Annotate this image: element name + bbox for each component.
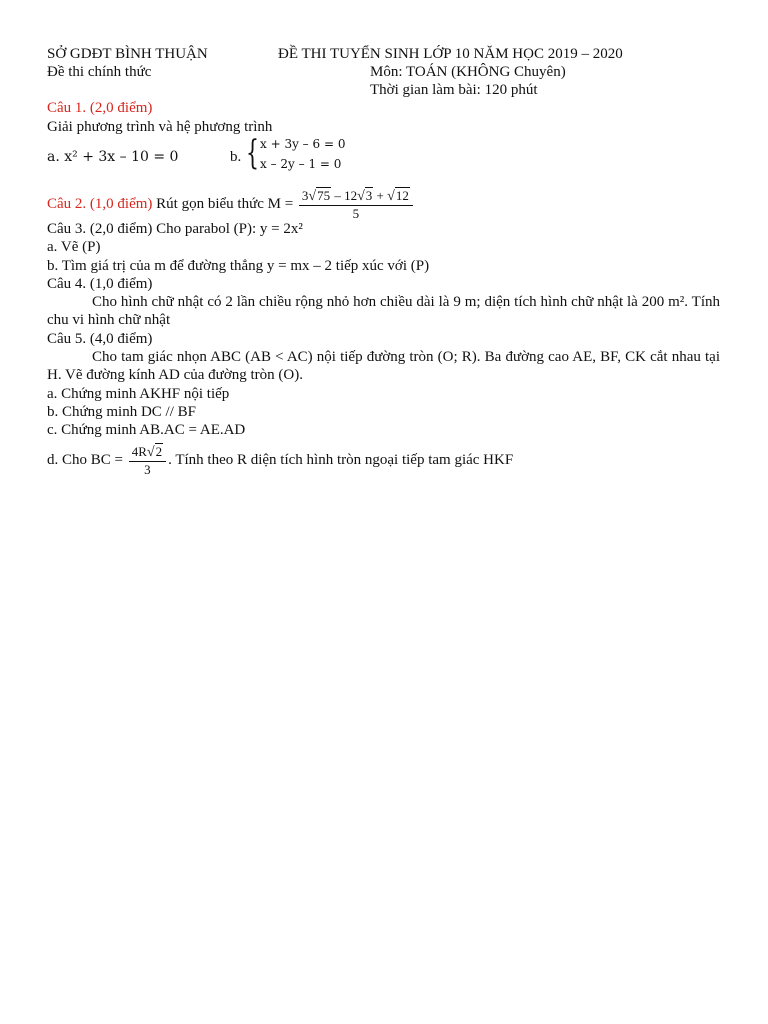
official-label: Đề thi chính thức bbox=[47, 64, 152, 80]
system-equation-2: x – 2y – 1 = 0 bbox=[260, 157, 342, 171]
q1-heading: Câu 1. (2,0 điểm) bbox=[47, 100, 153, 116]
q1-prompt: Giải phương trình và hệ phương trình bbox=[47, 119, 273, 135]
sqrt-2: √2 bbox=[146, 443, 163, 460]
q5-part-b: b. Chứng minh DC // BF bbox=[47, 404, 196, 420]
coef-4r: 4R bbox=[131, 443, 147, 459]
q5-d-suffix: . Tính theo R diện tích hình tròn ngoại tiếp tam giác HKF bbox=[168, 452, 514, 468]
q2-numerator bbox=[299, 188, 413, 206]
q2-denominator: 5 bbox=[352, 205, 360, 221]
coef-12: – 12 bbox=[331, 187, 358, 203]
plus-sign: + bbox=[373, 187, 388, 203]
q3-heading: Câu 3. (2,0 điểm) Cho parabol (P): y = 2x² bbox=[47, 221, 303, 237]
q1-equation-system bbox=[246, 133, 386, 175]
time-label: Thời gian làm bài: 120 phút bbox=[370, 82, 538, 98]
q5-d-denominator: 3 bbox=[144, 461, 151, 477]
q5-d-fraction bbox=[129, 444, 166, 478]
coef-3: 3 bbox=[301, 187, 309, 203]
q4-text: Cho hình chữ nhật có 2 lần chiều rộng nhỏ hơn chiều dài là 9 m; diện tích hình chữ nhật là 200 m². Tính chu vi hình chữ nhật bbox=[47, 294, 720, 328]
q5-part-a: a. Chứng minh AKHF nội tiếp bbox=[47, 386, 230, 402]
brace-symbol: { bbox=[246, 133, 259, 173]
q2-text: Rút gọn biểu thức M = bbox=[152, 196, 297, 212]
exam-title: ĐỀ THI TUYỂN SINH LỚP 10 NĂM HỌC 2019 – 2020 bbox=[278, 46, 623, 62]
q1-part-a: a. x² + 3x – 10 = 0 bbox=[47, 149, 179, 165]
sqrt-75: √75 bbox=[308, 187, 331, 204]
q2-line bbox=[47, 184, 415, 224]
q3-part-a: a. Vẽ (P) bbox=[47, 239, 101, 255]
q4-heading: Câu 4. (1,0 điểm) bbox=[47, 276, 153, 292]
q3-part-b: b. Tìm giá trị của m để đường thẳng y = mx – 2 tiếp xúc với (P) bbox=[47, 258, 430, 274]
sqrt-12: √12 bbox=[387, 187, 409, 204]
q5-d-numerator bbox=[129, 444, 166, 462]
sqrt-3: √3 bbox=[357, 187, 373, 204]
q1-part-b-label: b. bbox=[230, 149, 242, 165]
system-equation-1: x + 3y – 6 = 0 bbox=[260, 137, 346, 151]
department-name: SỞ GDĐT BÌNH THUẬN bbox=[47, 46, 208, 62]
q5-part-c: c. Chứng minh AB.AC = AE.AD bbox=[47, 422, 246, 438]
subject-label: Môn: TOÁN (KHÔNG Chuyên) bbox=[370, 64, 566, 80]
q2-fraction bbox=[299, 188, 413, 222]
q5-part-d bbox=[47, 440, 513, 480]
q2-heading: Câu 2. (1,0 điểm) bbox=[47, 196, 153, 212]
q5-heading: Câu 5. (4,0 điểm) bbox=[47, 331, 153, 347]
q5-text: Cho tam giác nhọn ABC (AB < AC) nội tiếp đường tròn (O; R). Ba đường cao AE, BF, CK cắt nhau tại H. Vẽ đường kính AD của đường tròn (O). bbox=[47, 349, 720, 383]
q5-d-prefix: d. Cho BC = bbox=[47, 452, 127, 468]
